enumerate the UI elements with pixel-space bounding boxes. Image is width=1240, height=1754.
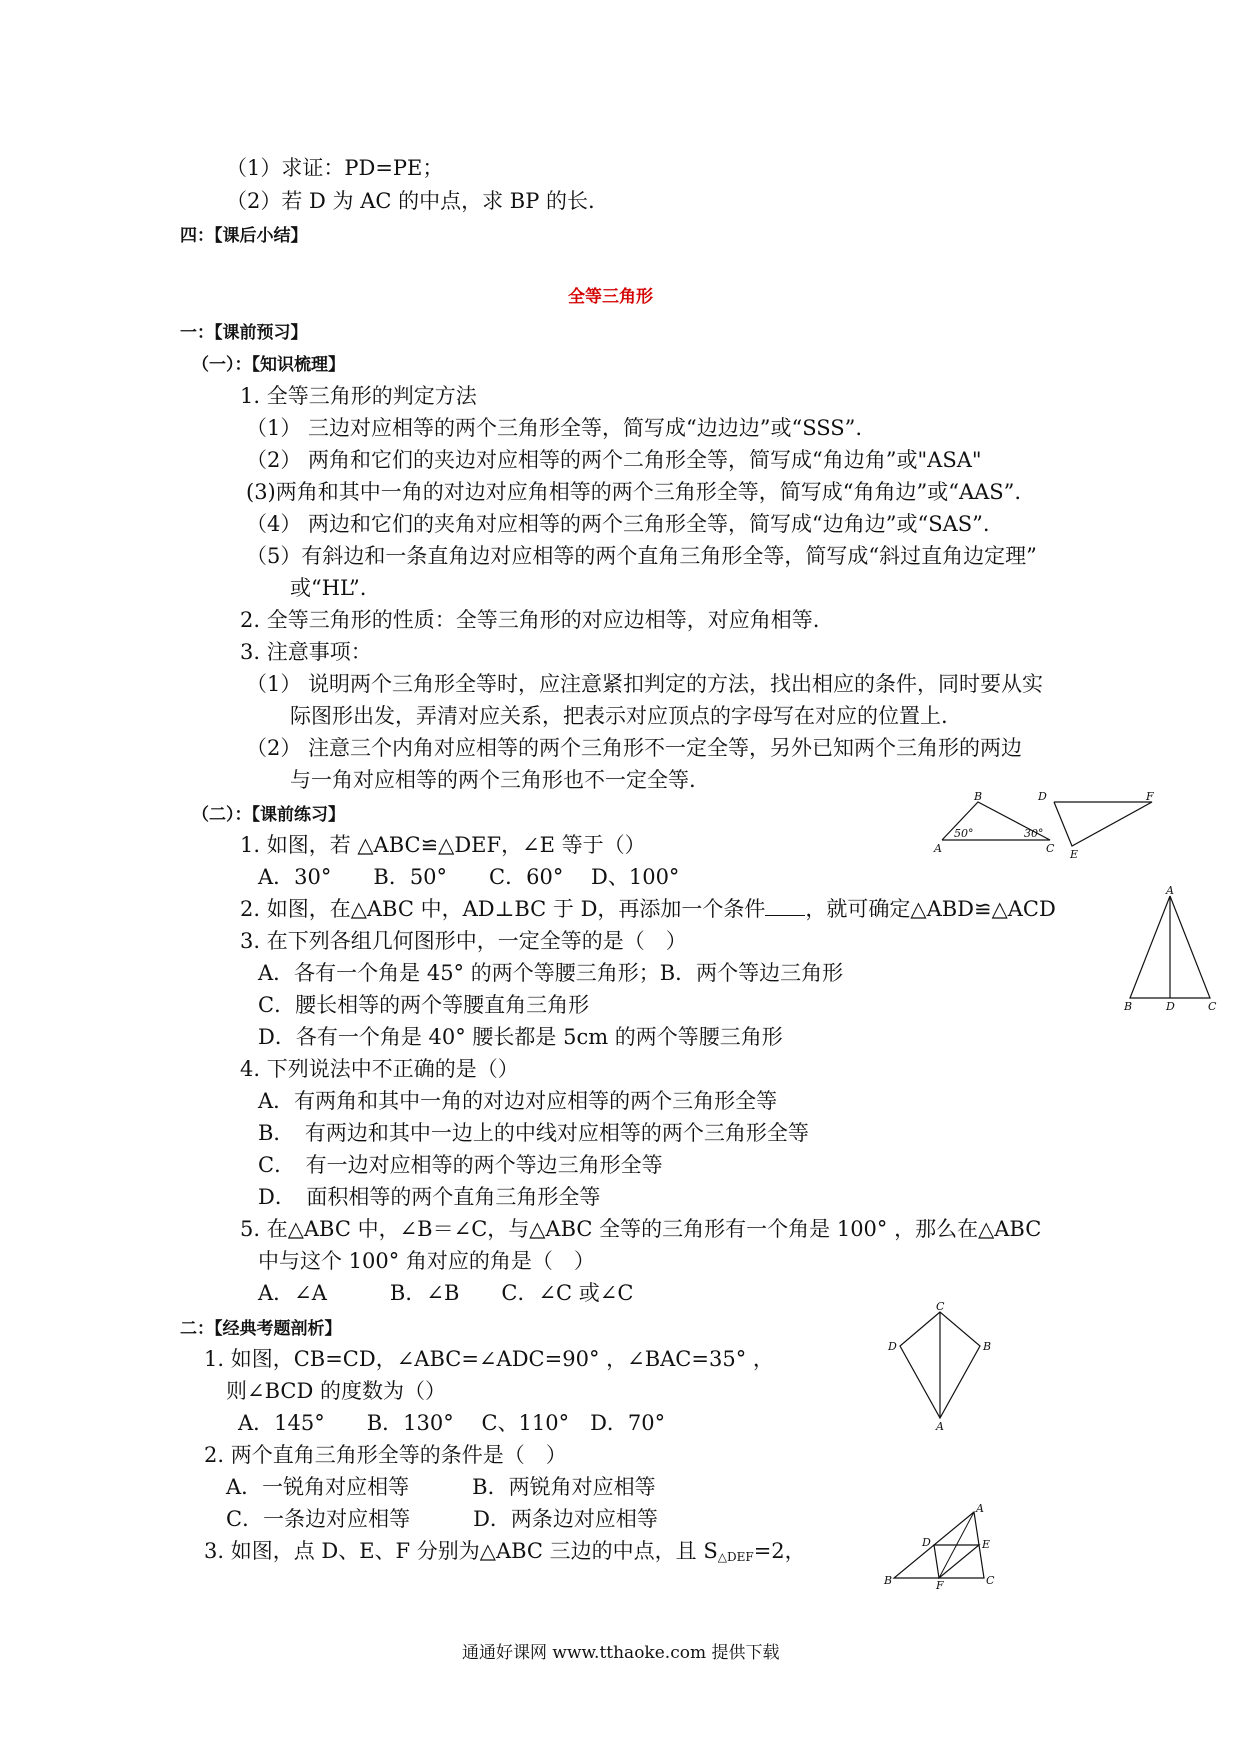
- label-b: B: [974, 790, 983, 803]
- list-item: （1） 三边对应相等的两个三角形全等，简写成“边边边”或“SSS”.: [246, 416, 863, 440]
- label-b: B: [1124, 1000, 1133, 1013]
- area-subscript: △DEF: [717, 1550, 754, 1564]
- practice-line: A．∠A B．∠B C．∠C 或∠C: [258, 1281, 634, 1305]
- label-e: E: [982, 1538, 991, 1551]
- label-angle-30: 30°: [1024, 827, 1044, 840]
- list-item: 与一角对应相等的两个三角形也不一定全等.: [290, 768, 696, 792]
- label-d: D: [1038, 790, 1047, 803]
- practice-line: D．各有一个角是 40° 腰长都是 5cm 的两个等腰三角形: [258, 1025, 783, 1049]
- section-4-heading: 四：【课后小结】: [180, 226, 308, 246]
- label-c: C: [986, 1574, 995, 1587]
- label-a: A: [936, 1420, 944, 1430]
- label-a: A: [1166, 884, 1174, 897]
- practice-line: 4. 下列说法中不正确的是（）: [240, 1057, 519, 1081]
- label-c: C: [936, 1300, 945, 1313]
- label-d: D: [1166, 1000, 1175, 1013]
- section-2-heading: 二：【经典考题剖析】: [180, 1319, 342, 1339]
- label-d: D: [888, 1340, 897, 1353]
- label-angle-50: 50°: [954, 827, 974, 840]
- practice-text: 2. 如图，在△ABC 中，AD⊥BC 于 D，再添加一个条件: [240, 897, 766, 921]
- list-item: （2） 两角和它们的夹边对应相等的两个二角形全等，简写成“角边角”或"ASA": [246, 448, 982, 472]
- practice-line: 3. 在下列各组几何图形中，一定全等的是（ ）: [240, 929, 687, 953]
- exam-line: 1. 如图，CB=CD，∠ABC=∠ADC=90° ，∠BAC=35° ，: [204, 1347, 774, 1371]
- exam-line: A．一锐角对应相等 B．两锐角对应相等: [226, 1475, 656, 1499]
- practice-line: A．30° B．50° C．60° D、100°: [258, 865, 680, 889]
- exam-line: A．145° B．130° C、110° D．70°: [238, 1411, 666, 1435]
- exam-text: =2，: [753, 1539, 806, 1563]
- list-item: （4） 两边和它们的夹角对应相等的两个三角形全等，简写成“边角边”或“SAS”.: [246, 512, 990, 536]
- list-item: 际图形出发，弄清对应关系，把表示对应顶点的字母写在对应的位置上.: [290, 704, 948, 728]
- list-item: 或“HL”.: [290, 576, 367, 600]
- exam-text: 3. 如图，点 D、E、F 分别为△ABC 三边的中点，且 S: [204, 1539, 718, 1563]
- exam-line: C．一条边对应相等 D．两条边对应相等: [226, 1507, 658, 1531]
- page-footer: 通通好课网 www.tthaoke.com 提供下载: [462, 1643, 780, 1663]
- triangle-def: [934, 1545, 979, 1578]
- practice-line-2: [240, 896, 1056, 922]
- label-a: A: [934, 842, 942, 855]
- subsection-practice: （二）：【课前练习】: [192, 805, 345, 825]
- practice-line: 中与这个 100° 角对应的角是（ ）: [258, 1249, 595, 1273]
- figure-triangle-altitude: [1120, 884, 1220, 1014]
- label-d: D: [922, 1536, 931, 1549]
- list-item: (3)两角和其中一角的对边对应角相等的两个三角形全等，简写成“角角边”或“AAS”.: [246, 480, 1022, 504]
- subsection-knowledge: （一）：【知识梳理】: [192, 355, 345, 375]
- practice-line: A．有两角和其中一角的对边对应相等的两个三角形全等: [258, 1089, 778, 1113]
- practice-line: 1. 如图，若 △ABC≌△DEF，∠E 等于（）: [240, 833, 646, 857]
- figure-kite: [880, 1300, 1000, 1430]
- figure-triangles-abc-def: [930, 790, 1170, 860]
- practice-line: 5. 在△ABC 中，∠B＝∠C，与△ABC 全等的三角形有一个角是 100° ，那么在△ABC: [240, 1217, 1042, 1241]
- label-a: A: [976, 1502, 984, 1515]
- prev-question-1: （1）求证：PD=PE；: [226, 156, 444, 180]
- list-item: （5）有斜边和一条直角边对应相等的两个直角三角形全等，简写成“斜过直角边定理”: [246, 544, 1037, 568]
- practice-text: ，就可确定△ABD≌△ACD: [805, 897, 1056, 921]
- label-c: C: [1046, 842, 1055, 855]
- figure-midpoint-triangle: [880, 1500, 1000, 1590]
- exam-line-3: [204, 1538, 806, 1570]
- prev-question-2: （2）若 D 为 AC 的中点，求 BP 的长.: [226, 189, 595, 213]
- exam-line: 则∠BCD 的度数为（）: [226, 1379, 446, 1403]
- list-item: （1） 说明两个三角形全等时，应注意紧扣判定的方法，找出相应的条件，同时要从实: [246, 672, 1044, 696]
- answer-blank: [765, 897, 805, 916]
- list-item: 2. 全等三角形的性质：全等三角形的对应边相等，对应角相等.: [240, 608, 820, 632]
- label-e: E: [1070, 848, 1079, 860]
- practice-line: C．腰长相等的两个等腰直角三角形: [258, 993, 590, 1017]
- exam-line: 2. 两个直角三角形全等的条件是（ ）: [204, 1443, 567, 1467]
- practice-line: C． 有一边对应相等的两个等边三角形全等: [258, 1153, 663, 1177]
- label-f: F: [936, 1579, 944, 1590]
- label-c: C: [1208, 1000, 1217, 1013]
- list-item: 1. 全等三角形的判定方法: [240, 384, 477, 408]
- page-title: 全等三角形: [568, 287, 653, 307]
- practice-line: A．各有一个角是 45° 的两个等腰三角形；B．两个等边三角形: [258, 961, 844, 985]
- triangle-def: [1054, 802, 1152, 846]
- practice-line: D． 面积相等的两个直角三角形全等: [258, 1185, 601, 1209]
- practice-line: B． 有两边和其中一边上的中线对应相等的两个三角形全等: [258, 1121, 809, 1145]
- label-b: B: [884, 1574, 893, 1587]
- list-item: 3. 注意事项：: [240, 640, 372, 664]
- section-1-heading: 一：【课前预习】: [180, 323, 308, 343]
- list-item: （2） 注意三个内角对应相等的两个三角形不一定全等，另外已知两个三角形的两边: [246, 736, 1023, 760]
- label-b: B: [983, 1340, 992, 1353]
- label-f: F: [1146, 790, 1154, 803]
